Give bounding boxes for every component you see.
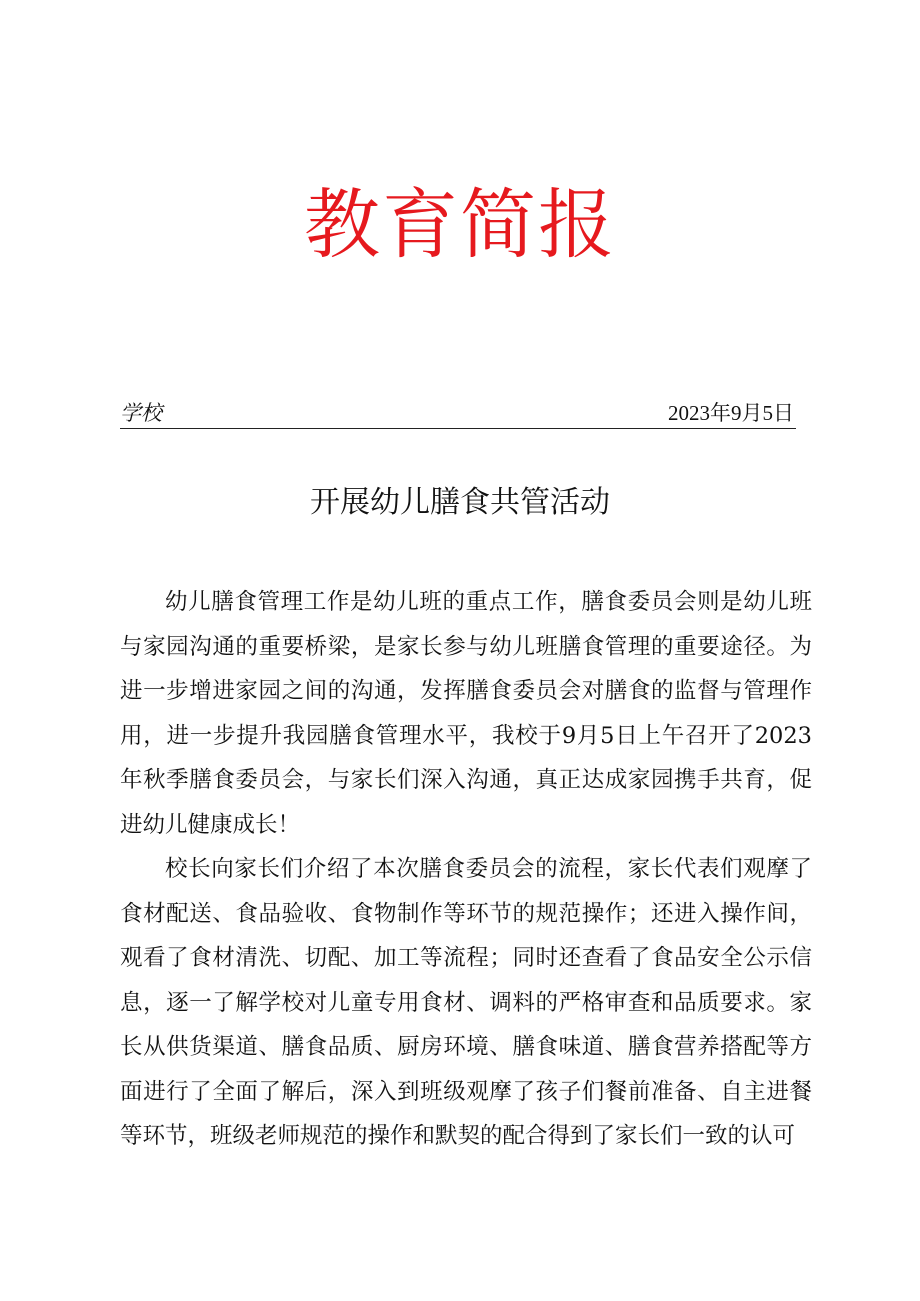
- masthead-title: 教育简报: [304, 180, 616, 269]
- meta-row: [120, 398, 796, 429]
- issue-date: 2023年9月5日: [668, 401, 794, 425]
- paragraph: 校长向家长们介绍了本次膳食委员会的流程，家长代表们观摩了食材配送、食品验收、食物制作等环节的规范操作；还进入操作间，观看了食材清洗、切配、加工等流程；同时还查看了食品安全公示信息，逐一了解学校对儿童专用食材、调料的严格审查和品质要求。家长从供货渠道、膳食品质、厨房环境、膳食味道、膳食营养搭配等方面进行了全面了解后，深入到班级观摩了孩子们餐前准备、自主进餐等环节，班级老师规范的操作和默契的配合得到了家长们一致的认可: [120, 856, 812, 1149]
- paragraph: 幼儿膳食管理工作是幼儿班的重点工作，膳食委员会则是幼儿班与家园沟通的重要桥梁，是家长参与幼儿班膳食管理的重要途径。为进一步增进家园之间的沟通，发挥膳食委员会对膳食的监督与管理作用，进一步提升我园膳食管理水平，我校于9月5日上午召开了2023年秋季膳食委员会，与家长们深入沟通，真正达成家园携手共育，促进幼儿健康成长！: [120, 589, 812, 838]
- school-label: 学校: [120, 401, 162, 425]
- article-title: 开展幼儿膳食共管活动: [310, 485, 610, 520]
- article-body: [120, 580, 812, 1159]
